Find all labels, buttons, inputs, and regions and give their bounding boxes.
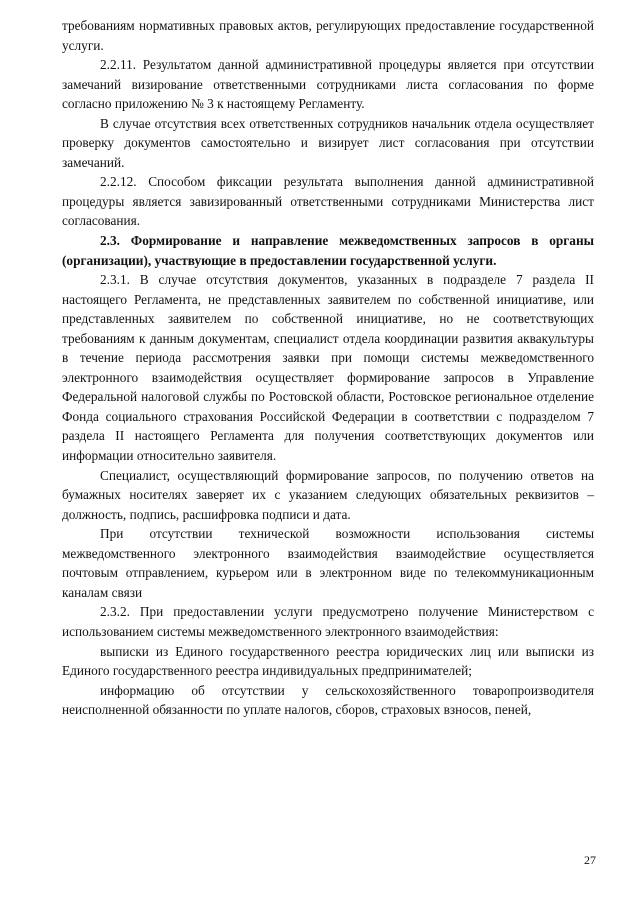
paragraph-no-technical-possibility: При отсутствии технической возможности использования системы межведомственного электронного взаимодействия взаимодействие осуществляется почтовым отправлением, курьером или в электронном виде по телекоммуникационным каналам связи [62,526,594,600]
paragraph-2-2-11: 2.2.11. Результатом данной административной процедуры является при отсутствии замечаний визирование ответственными сотрудниками листа согласования по форме согласно приложению № 3 к настоящему Регламенту. [62,57,594,112]
document-body [62,16,594,720]
list-item-registry-extracts: выписки из Единого государственного реестра юридических лиц или выписки из Единого государственного реестра индивидуальных предпринимателей; [62,643,594,679]
list-item-tax-information: информацию об отсутствии у сельскохозяйственного товаропроизводителя неисполненной обязанности по уплате налогов, сборов, страховых взносов, пеней, [62,682,594,718]
paragraph-specialist: Специалист, осуществляющий формирование запросов, по получению ответов на бумажных носителях заверяет их с указанием следующих обязательных реквизитов – должность, подпись, расшифровка подписи и дата. [62,467,594,522]
page-number: 27 [584,853,596,867]
section-heading-2-3: 2.3. Формирование и направление межведомственных запросов в органы (организации), участвующие в предоставлении государственной услуги. [62,233,594,268]
paragraph-2-3-1: 2.3.1. В случае отсутствия документов, указанных в подразделе 7 раздела II настоящего Регламента, не представленных заявителем по собственной инициативе, или представленных заявителем по собственной инициативе, но не соответствующих требованиям к данным документам, специалист отдела координации развития аквакультуры в течение периода рассмотрения заявки при помощи системы межведомственного электронного взаимодействия осуществляет формирование запросов в Управление Федеральной налоговой службы по Ростовской области, Ростовское региональное отделение Фонда социального страхования Российской Федерации в соответствии с подразделом 7 раздела II настоящего Регламента для получения соответствующих документов или информации относительно заявителя. [62,272,594,464]
paragraph-requirements-end: требованиям нормативных правовых актов, регулирующих предоставление государственной услуги. [62,18,594,53]
paragraph-2-2-12: 2.2.12. Способом фиксации результата выполнения данной административной процедуры является завизированный ответственными сотрудниками Министерства лист согласования. [62,174,594,229]
paragraph-2-3-2: 2.3.2. При предоставлении услуги предусмотрено получение Министерством с использованием системы межведомственного электронного взаимодействия: [62,604,594,639]
paragraph-absence-of-staff: В случае отсутствия всех ответственных сотрудников начальник отдела осуществляет проверку документов самостоятельно и визирует лист согласования при отсутствии замечаний. [62,115,594,170]
